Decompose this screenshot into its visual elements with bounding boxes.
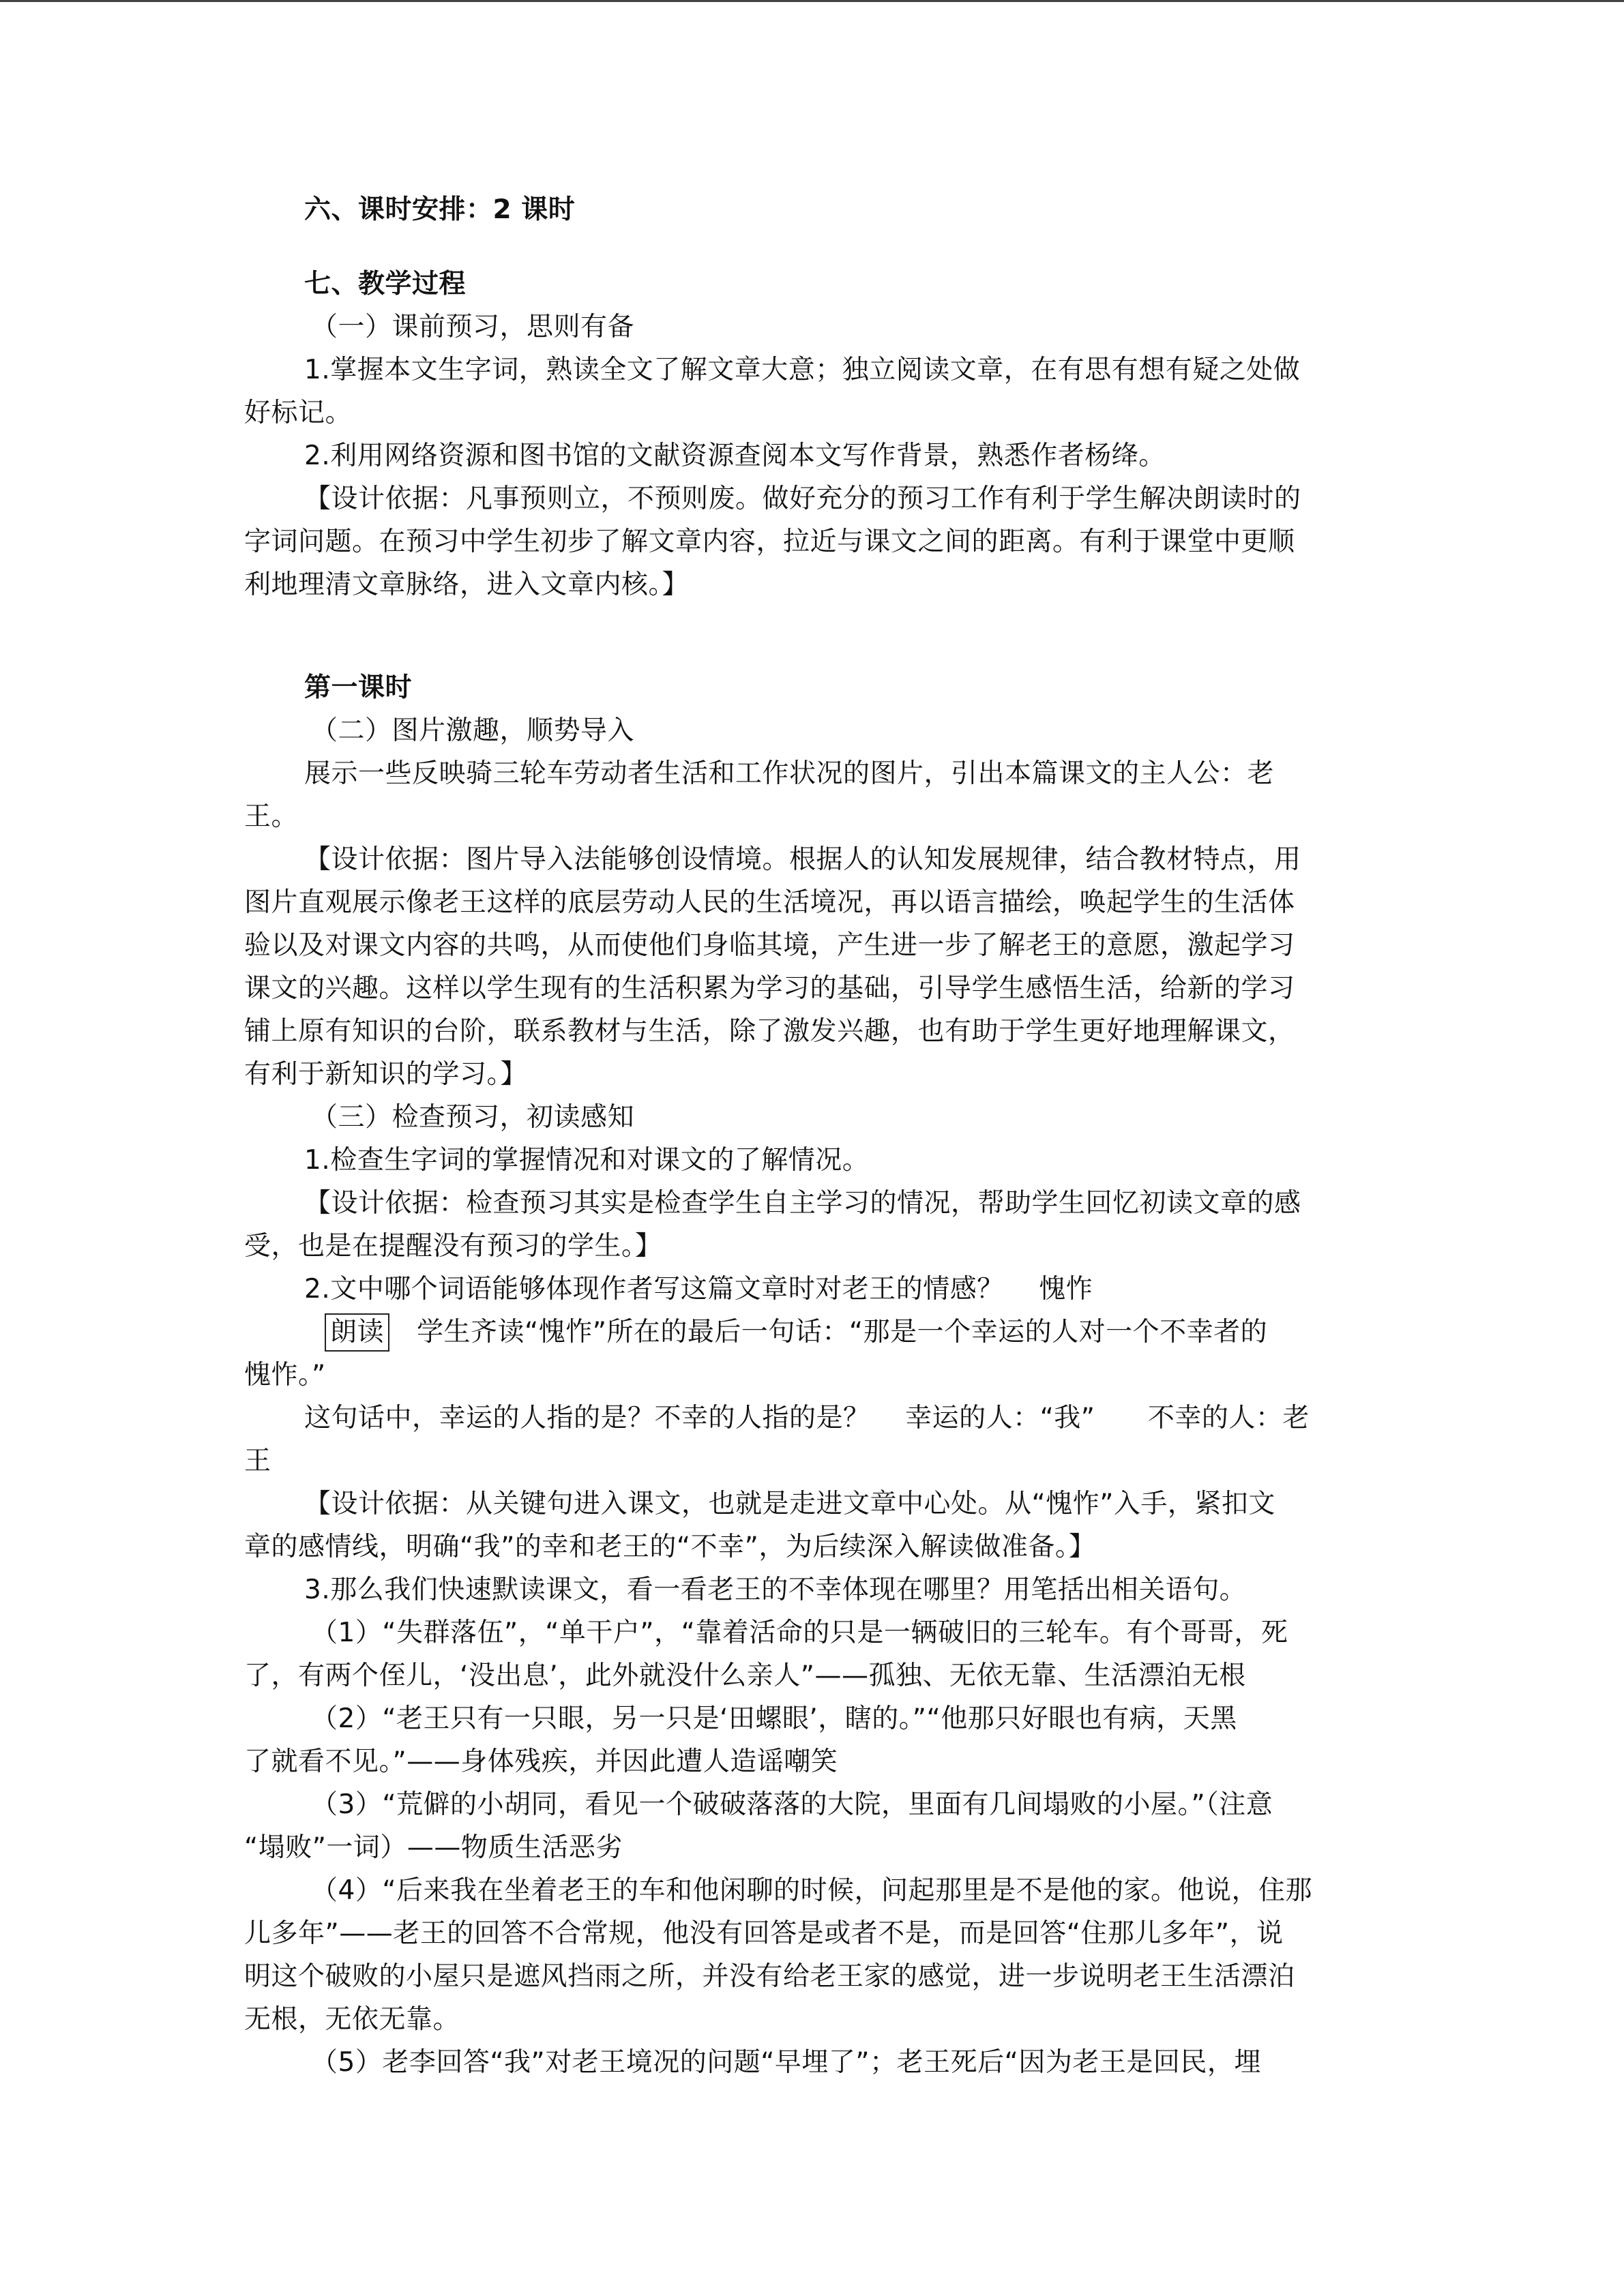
list-item: 了，有两个侄儿，‘没出息’，此外就没什么亲人”——孤独、无依无靠、生活漂泊无根 bbox=[244, 1660, 1246, 1691]
section-heading-process: 七、教学过程 bbox=[304, 269, 467, 299]
design-basis: 【设计依据：图片导入法能够创设情境。根据人的认知发展规律，结合教材特点，用 bbox=[304, 844, 1301, 875]
list-item: （5）老李回答“我”对老王境况的问题“早埋了”；老王死后“因为老王是回民，埋 bbox=[311, 2047, 1261, 2078]
list-item: （1）“失群落伍”，“单干户”，“靠着活命的只是一辆破旧的三轮车。有个哥哥，死 bbox=[311, 1617, 1288, 1648]
document-body bbox=[244, 188, 1380, 2084]
list-item: （4）“后来我在坐着老王的车和他闲聊的时候，问起那里是不是他的家。他说，住那 bbox=[311, 1875, 1313, 1906]
design-basis: 有利于新知识的学习。】 bbox=[244, 1059, 528, 1090]
list-item: 了就看不见。”——身体残疾，并因此遭人造谣嘲笑 bbox=[244, 1746, 838, 1777]
paragraph: 2.利用网络资源和图书馆的文献资源查阅本文写作背景，熟悉作者杨绛。 bbox=[304, 441, 1166, 471]
paragraph: 这句话中，幸运的人指的是？不幸的人指的是？ 幸运的人：“我” 不幸的人：老 bbox=[304, 1403, 1310, 1433]
list-item: （3）“荒僻的小胡同，看见一个破破落落的大院，里面有几间塌败的小屋。”（注意 bbox=[311, 1789, 1273, 1820]
paragraph: 1.检查生字词的掌握情况和对课文的了解情况。 bbox=[304, 1145, 870, 1176]
list-item: 儿多年”——老王的回答不合常规，他没有回答是或者不是，而是回答“住那儿多年”，说 bbox=[244, 1918, 1284, 1949]
page-top-border bbox=[0, 0, 1624, 2]
reading-line bbox=[244, 1311, 1380, 1354]
design-basis: 课文的兴趣。这样以学生现有的生活积累为学习的基础，引导学生感悟生活，给新的学习 bbox=[244, 973, 1295, 1004]
design-basis: 验以及对课文内容的共鸣，从而使他们身临其境，产生进一步了解老王的意愿，激起学习 bbox=[244, 930, 1295, 961]
section-heading-schedule: 六、课时安排：2 课时 bbox=[304, 194, 576, 225]
lesson-heading: 第一课时 bbox=[304, 672, 413, 703]
design-basis: 章的感情线，明确“我”的幸和老王的“不幸”，为后续深入解读做准备。】 bbox=[244, 1532, 1096, 1562]
paragraph: 2.文中哪个词语能够体现作者写这篇文章时对老王的情感？ 愧怍 bbox=[304, 1274, 1093, 1304]
step-title-preview: （一）课前预习，思则有备 bbox=[311, 312, 635, 342]
list-item: “塌败”一词）——物质生活恶劣 bbox=[244, 1832, 623, 1863]
step-title-intro: （二）图片激趣，顺势导入 bbox=[311, 715, 635, 746]
design-basis: 铺上原有知识的台阶，联系教材与生活，除了激发兴趣，也有助于学生更好地理解课文， bbox=[244, 1016, 1295, 1047]
list-item: （2）“老王只有一只眼，另一只是‘田螺眼’，瞎的。”“他那只好眼也有病，天黑 bbox=[311, 1703, 1237, 1734]
paragraph: 愧怍。” bbox=[244, 1360, 326, 1390]
design-basis: 【设计依据：检查预习其实是检查学生自主学习的情况，帮助学生回忆初读文章的感 bbox=[304, 1188, 1301, 1219]
paragraph: 展示一些反映骑三轮车劳动者生活和工作状况的图片，引出本篇课文的主人公：老 bbox=[304, 758, 1275, 789]
paragraph: 王 bbox=[244, 1446, 271, 1476]
paragraph: 好标记。 bbox=[244, 398, 353, 428]
design-basis: 图片直观展示像老王这样的底层劳动人民的生活境况，再以语言描绘，唤起学生的生活体 bbox=[244, 887, 1295, 918]
paragraph: 3.那么我们快速默读课文，看一看老王的不幸体现在哪里？用笔括出相关语句。 bbox=[304, 1575, 1247, 1605]
design-basis: 【设计依据：从关键句进入课文，也就是走进文章中心处。从“愧怍”入手，紧扣文 bbox=[304, 1489, 1275, 1519]
design-basis: 利地理清文章脉络，进入文章内核。】 bbox=[244, 569, 690, 600]
paragraph: 王。 bbox=[244, 801, 299, 832]
design-basis: 字词问题。在预习中学生初步了解文章内容，拉近与课文之间的距离。有利于课堂中更顺 bbox=[244, 526, 1295, 557]
reading-text: 学生齐读“愧怍”所在的最后一句话：“那是一个幸运的人对一个不幸者的 bbox=[417, 1317, 1268, 1347]
list-item: 明这个破败的小屋只是遮风挡雨之所，并没有给老王家的感觉，进一步说明老王生活漂泊 bbox=[244, 1961, 1295, 1992]
design-basis: 受，也是在提醒没有预习的学生。】 bbox=[244, 1231, 662, 1262]
paragraph: 1.掌握本文生字词，熟读全文了解文章大意；独立阅读文章，在有思有想有疑之处做 bbox=[304, 355, 1301, 385]
design-basis: 【设计依据：凡事预则立，不预则废。做好充分的预习工作有利于学生解决朗读时的 bbox=[304, 483, 1301, 514]
step-title-check: （三）检查预习，初读感知 bbox=[311, 1102, 635, 1133]
list-item: 无根，无依无靠。 bbox=[244, 2004, 460, 2035]
read-aloud-box: 朗读 bbox=[325, 1313, 389, 1352]
